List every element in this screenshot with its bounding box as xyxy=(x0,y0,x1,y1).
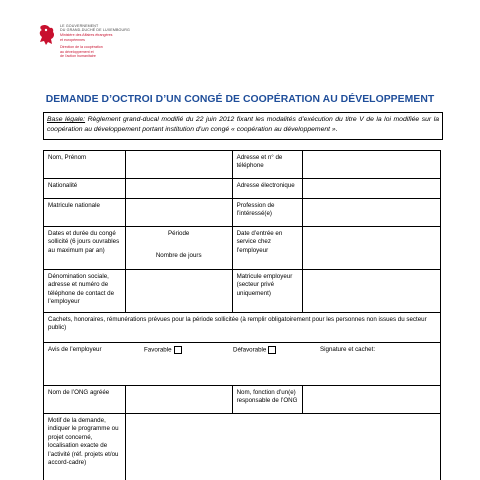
date-entree-label: Date d’entrée en service chez l’employeur xyxy=(232,227,303,270)
header-line: au développement et xyxy=(60,49,94,54)
government-header-text xyxy=(60,24,130,58)
cachets-field[interactable] xyxy=(44,313,441,343)
dates-label: Dates et durée du congé sollicité (6 jours ouvrables au maximum par an) xyxy=(44,227,126,270)
avis-label: Avis de l’employeur xyxy=(48,346,102,353)
header-line: Ministère des Affaires étrangères xyxy=(60,33,113,38)
responsable-field[interactable] xyxy=(303,386,441,414)
ong-label: Nom de l’ONG agréée xyxy=(44,386,126,414)
matricule-employeur-label: Matricule employeur (secteur privé uniquement) xyxy=(232,270,303,313)
defavorable-checkbox[interactable] xyxy=(268,346,276,354)
periode-field[interactable] xyxy=(125,227,232,270)
profession-label: Profession de l’intéressé(e) xyxy=(232,199,303,227)
nationalite-field[interactable] xyxy=(125,179,232,199)
nombre-jours-label: Nombre de jours xyxy=(155,252,202,260)
luxembourg-lion-logo-icon xyxy=(38,24,56,46)
defavorable-label: Défavorable xyxy=(233,346,267,354)
denomination-field[interactable] xyxy=(125,270,232,313)
denomination-label: Dénomination sociale, adresse et numéro de téléphone de contact de l’employeur xyxy=(44,270,126,313)
page-title: DEMANDE D’OCTROI D’UN CONGÉ DE COOPÉRATION AU DÉVELOPPEMENT xyxy=(45,94,435,105)
cachets-label: Cachets, honoraires, rémunérations prévues pour la période sollicitée (à remplir obligatoirement pour les personnes non issues du secteur public) xyxy=(48,316,427,332)
ong-field[interactable] xyxy=(125,386,232,414)
header-line: de l'action humanitaire xyxy=(60,53,96,58)
header xyxy=(38,24,130,58)
favorable-option[interactable] xyxy=(144,346,182,355)
nom-field[interactable] xyxy=(125,151,232,179)
adresse-label: Adresse et n° de téléphone xyxy=(232,151,303,179)
periode-label: Période xyxy=(168,230,190,237)
profession-field[interactable] xyxy=(303,199,441,227)
email-label: Adresse électronique xyxy=(232,179,303,199)
matricule-label: Matricule nationale xyxy=(44,199,126,227)
header-line: LE GOUVERNEMENT xyxy=(60,24,99,28)
favorable-label: Favorable xyxy=(144,346,172,354)
legal-basis-box xyxy=(43,112,443,140)
email-field[interactable] xyxy=(303,179,441,199)
nom-label: Nom, Prénom xyxy=(44,151,126,179)
motif-field[interactable] xyxy=(125,414,440,480)
legal-basis-text: Règlement grand-ducal modifié du 22 juin 2012 fixant les modalités d’exécution du titre V de la loi modifiée sur la coopération au développement portant institution d’un congé « coopération au développement ». xyxy=(47,116,439,133)
legal-basis-label: Base légale: xyxy=(47,116,86,123)
header-line: DU GRAND-DUCHÉ DE LUXEMBOURG xyxy=(60,28,130,33)
favorable-checkbox[interactable] xyxy=(174,346,182,354)
header-line: Direction de la coopération xyxy=(60,45,103,50)
avis-row xyxy=(44,343,441,386)
matricule-field[interactable] xyxy=(125,199,232,227)
nationalite-label: Nationalité xyxy=(44,179,126,199)
date-entree-field[interactable] xyxy=(303,227,441,270)
application-form-table xyxy=(43,150,441,480)
matricule-employeur-field[interactable] xyxy=(303,270,441,313)
header-line: et européennes xyxy=(60,37,85,42)
adresse-field[interactable] xyxy=(303,151,441,179)
motif-label: Motif de la demande, indiquer le programme ou projet concerné, localisation exacte de l’activité (réf. projets et/ou accord-cadre) xyxy=(44,414,126,480)
responsable-label: Nom, fonction d’un(e) responsable de l’ONG xyxy=(232,386,303,414)
signature-label: Signature et cachet: xyxy=(320,346,376,353)
defavorable-option[interactable] xyxy=(233,346,276,355)
